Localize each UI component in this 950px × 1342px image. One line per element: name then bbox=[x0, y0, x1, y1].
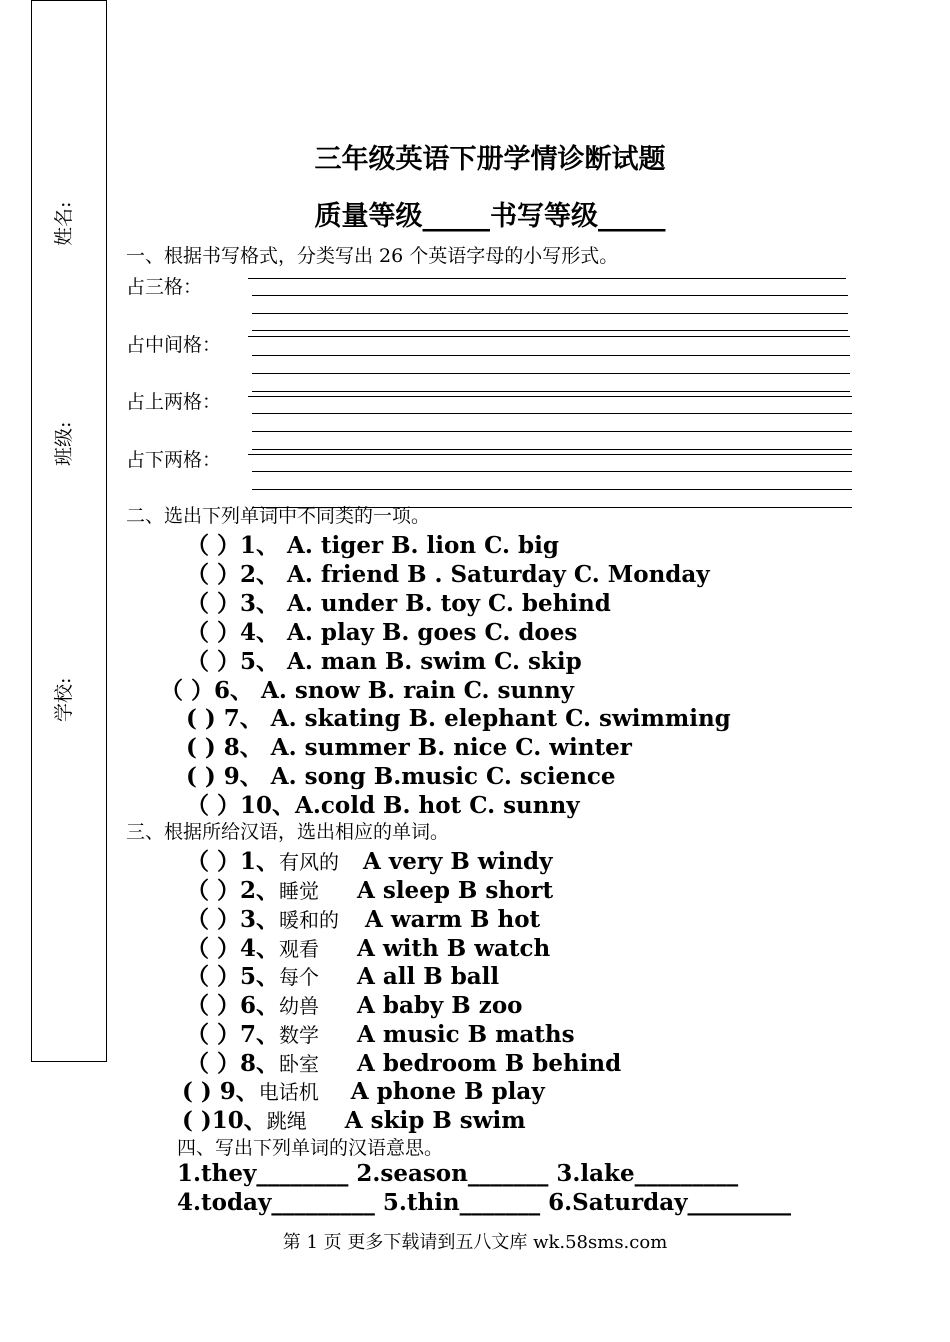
s3-question-4: （ ）4、观看 A with B watch bbox=[186, 935, 551, 962]
page-title: 三年级英语下册学情诊断试题 bbox=[314, 144, 666, 175]
s4-row-2: 4.today_________ 5.thin_______ 6.Saturday_________ bbox=[177, 1189, 791, 1216]
s2-question-5: （ ）5、 A. man B. swim C. skip bbox=[186, 648, 582, 675]
s2-question-10: （ ）10、A.cold B. hot C. sunny bbox=[186, 792, 580, 819]
s4-row-1: 1.they________ 2.season_______ 3.lake_________ bbox=[177, 1160, 739, 1187]
s2-question-2: （ ）2、 A. friend B . Saturday C. Monday bbox=[186, 561, 710, 588]
s3-question-9: ( ) 9、电话机 A phone B play bbox=[182, 1078, 545, 1105]
s2-question-4: （ ）4、 A. play B. goes C. does bbox=[186, 619, 578, 646]
school-label: 学校: bbox=[53, 677, 75, 722]
s3-question-8: （ ）8、卧室 A bedroom B behind bbox=[186, 1050, 622, 1077]
section-3-title: 三、根据所给汉语，选出相应的单词。 bbox=[126, 821, 450, 843]
section-1-title: 一、根据书写格式，分类写出 26 个英语字母的小写形式。 bbox=[126, 245, 619, 267]
row-label-middle-grid: 占中间格： bbox=[126, 334, 222, 356]
s2-question-1: （ ）1、 A. tiger B. lion C. big bbox=[186, 532, 559, 559]
s2-question-7: ( ) 7、 A. skating B. elephant C. swimming bbox=[186, 705, 731, 732]
section-2-title: 二、选出下列单词中不同类的一项。 bbox=[126, 505, 431, 527]
row-label-three-grid: 占三格： bbox=[126, 276, 203, 298]
s3-question-10: ( )10、跳绳 A skip B swim bbox=[182, 1107, 526, 1134]
row-label-lower-two-grid: 占下两格： bbox=[126, 449, 222, 471]
s3-question-5: （ ）5、每个 A all B ball bbox=[186, 963, 500, 990]
grade-line: 质量等级_____书写等级_____ bbox=[314, 201, 666, 232]
s3-question-2: （ ）2、睡觉 A sleep B short bbox=[186, 877, 554, 904]
s2-question-6: （ ）6、 A. snow B. rain C. sunny bbox=[160, 677, 575, 704]
s3-question-6: （ ）6、幼兽 A baby B zoo bbox=[186, 992, 523, 1019]
row-label-upper-two-grid: 占上两格： bbox=[126, 391, 222, 413]
s3-question-1: （ ）1、有风的 A very B windy bbox=[186, 848, 553, 875]
s3-question-7: （ ）7、数学 A music B maths bbox=[186, 1021, 575, 1048]
s2-question-8: ( ) 8、 A. summer B. nice C. winter bbox=[186, 734, 632, 761]
s2-question-9: ( ) 9、 A. song B.music C. science bbox=[186, 763, 616, 790]
class-label: 班级: bbox=[53, 421, 75, 466]
name-label: 姓名: bbox=[53, 201, 75, 246]
page-footer: 第 1 页 更多下载请到五八文库 wk.58sms.com bbox=[282, 1232, 668, 1253]
s2-question-3: （ ）3、 A. under B. toy C. behind bbox=[186, 590, 611, 617]
section-4-title: 四、写出下列单词的汉语意思。 bbox=[177, 1137, 444, 1159]
s3-question-3: （ ）3、暖和的 A warm B hot bbox=[186, 906, 541, 933]
